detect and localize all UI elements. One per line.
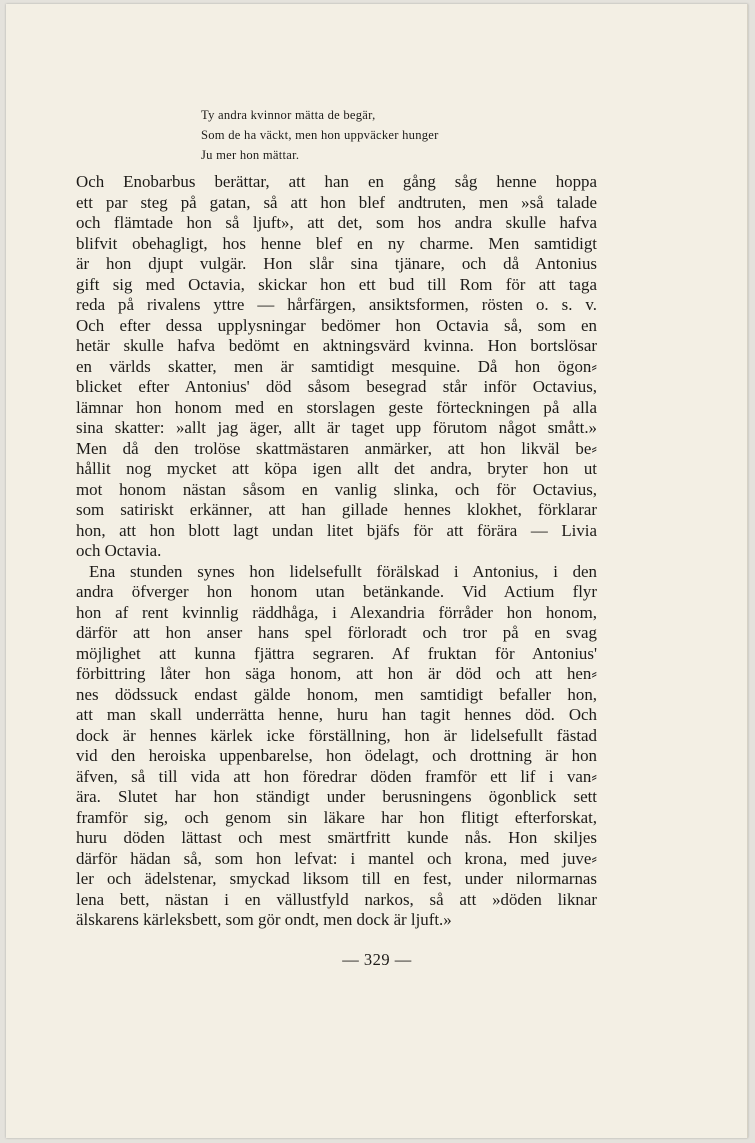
text-line: hållit nog mycket att köpa igen allt det andra, bryter hon ut — [76, 459, 597, 478]
paragraph-1 — [76, 172, 597, 562]
text-line: är hon djupt vulgär. Hon slår sina tjänare, och då Antonius — [76, 254, 597, 273]
text-line: huru döden lättast och mest smärtfritt kunde nås. Hon skiljes — [76, 828, 597, 847]
text-line: att man skall underrätta henne, huru han tagit hennes död. Och — [76, 705, 597, 724]
text-line: som satiriskt erkänner, att han gillade hennes klokhet, förklarar — [76, 500, 597, 519]
text-line: hon af rent kvinnlig räddhåga, i Alexandria förråder hon honom, — [76, 602, 597, 622]
text-line: Men då den trolöse skattmästaren anmärker, att hon likväl be⸗ — [76, 438, 597, 458]
text-line: äfven, så till vida att hon föredrar döden framför ett lif i van⸗ — [76, 766, 597, 786]
page-number: — 329 — — [342, 950, 412, 969]
text-line: en världs skatter, men är samtidigt mesquine. Då hon ögon⸗ — [76, 356, 597, 376]
text-line: och Octavia. — [76, 541, 162, 560]
text-line: mot honom nästan såsom en vanlig slinka, och för Octavius, — [76, 479, 597, 499]
text-line: reda på rivalens yttre — hårfärgen, ansiktsformen, rösten o. s. v. — [76, 295, 597, 314]
text-line: blifvit obehagligt, hos henne blef en ny charme. Men samtidigt — [76, 233, 597, 253]
text-line: gift sig med Octavia, skickar hon ett bud till Rom för att taga — [76, 274, 597, 294]
text-line: nes dödssuck endast gälde honom, men samtidigt befaller hon, — [76, 684, 597, 704]
text-line: blicket efter Antonius' död såsom besegrad står inför Octavius, — [76, 377, 597, 396]
body-text — [76, 172, 597, 931]
text-line: lämnar hon honom med en storslagen geste förteckningen på alla — [76, 397, 597, 417]
text-line: ett par steg på gatan, så att hon blef andtruten, men »så talade — [76, 192, 597, 212]
text-line: hon, att hon blott lagt undan litet bjäfs för att förära — Livia — [76, 520, 597, 540]
text-line: sina skatter: »allt jag äger, allt är taget upp förutom något smått.» — [76, 418, 597, 437]
epigraph-line: Som de ha väckt, men hon uppväcker hunger — [201, 128, 439, 142]
text-line: älskarens kärleksbett, som gör ondt, men dock är ljuft.» — [76, 910, 452, 929]
text-line: ler och ädelstenar, smyckad liksom till en fest, under nilormarnas — [76, 869, 597, 888]
text-line: och flämtade hon så ljuft», att det, som hos andra skulle hafva — [76, 213, 597, 232]
epigraph-line: Ju mer hon mättar. — [201, 148, 300, 162]
paragraph-2 — [76, 562, 597, 931]
text-line: därför att hon anser hans spel förloradt och tror på en svag — [76, 623, 597, 642]
text-line: vid den heroiska uppenbarelse, hon ödelagt, och drottning är hon — [76, 746, 597, 765]
text-line: därför hädan så, som hon lefvat: i mantel och krona, med juve⸗ — [76, 848, 597, 868]
text-line: Ena stunden synes hon lidelsefullt förälskad i Antonius, i den — [89, 561, 597, 581]
text-line: hetär skulle hafva bedömt en aktningsvärd kvinna. Hon bortslösar — [76, 336, 597, 355]
text-line: framför sig, och genom sin läkare har hon flitigt efterforskat, — [76, 807, 597, 827]
text-line: ära. Slutet har hon ständigt under berusningens ögonblick sett — [76, 787, 597, 806]
text-line: dock är hennes kärlek icke förställning, hon är lidelsefullt fästad — [76, 725, 597, 745]
epigraph — [201, 105, 439, 165]
epigraph-line: Ty andra kvinnor mätta de begär, — [201, 108, 376, 122]
text-line: möjlighet att kunna fjättra segraren. Af fruktan för Antonius' — [76, 643, 597, 663]
book-page — [6, 4, 748, 1138]
text-line: lena bett, nästan i en vällustfyld narkos, så att »döden liknar — [76, 889, 597, 909]
text-line: förbittring låter hon säga honom, att hon är död och att hen⸗ — [76, 664, 597, 683]
text-line: andra öfverger hon honom utan betänkande. Vid Actium flyr — [76, 582, 597, 601]
text-line: Och efter dessa upplysningar bedömer hon Octavia så, som en — [76, 315, 597, 335]
text-line: Och Enobarbus berättar, att han en gång såg henne hoppa — [76, 172, 597, 191]
